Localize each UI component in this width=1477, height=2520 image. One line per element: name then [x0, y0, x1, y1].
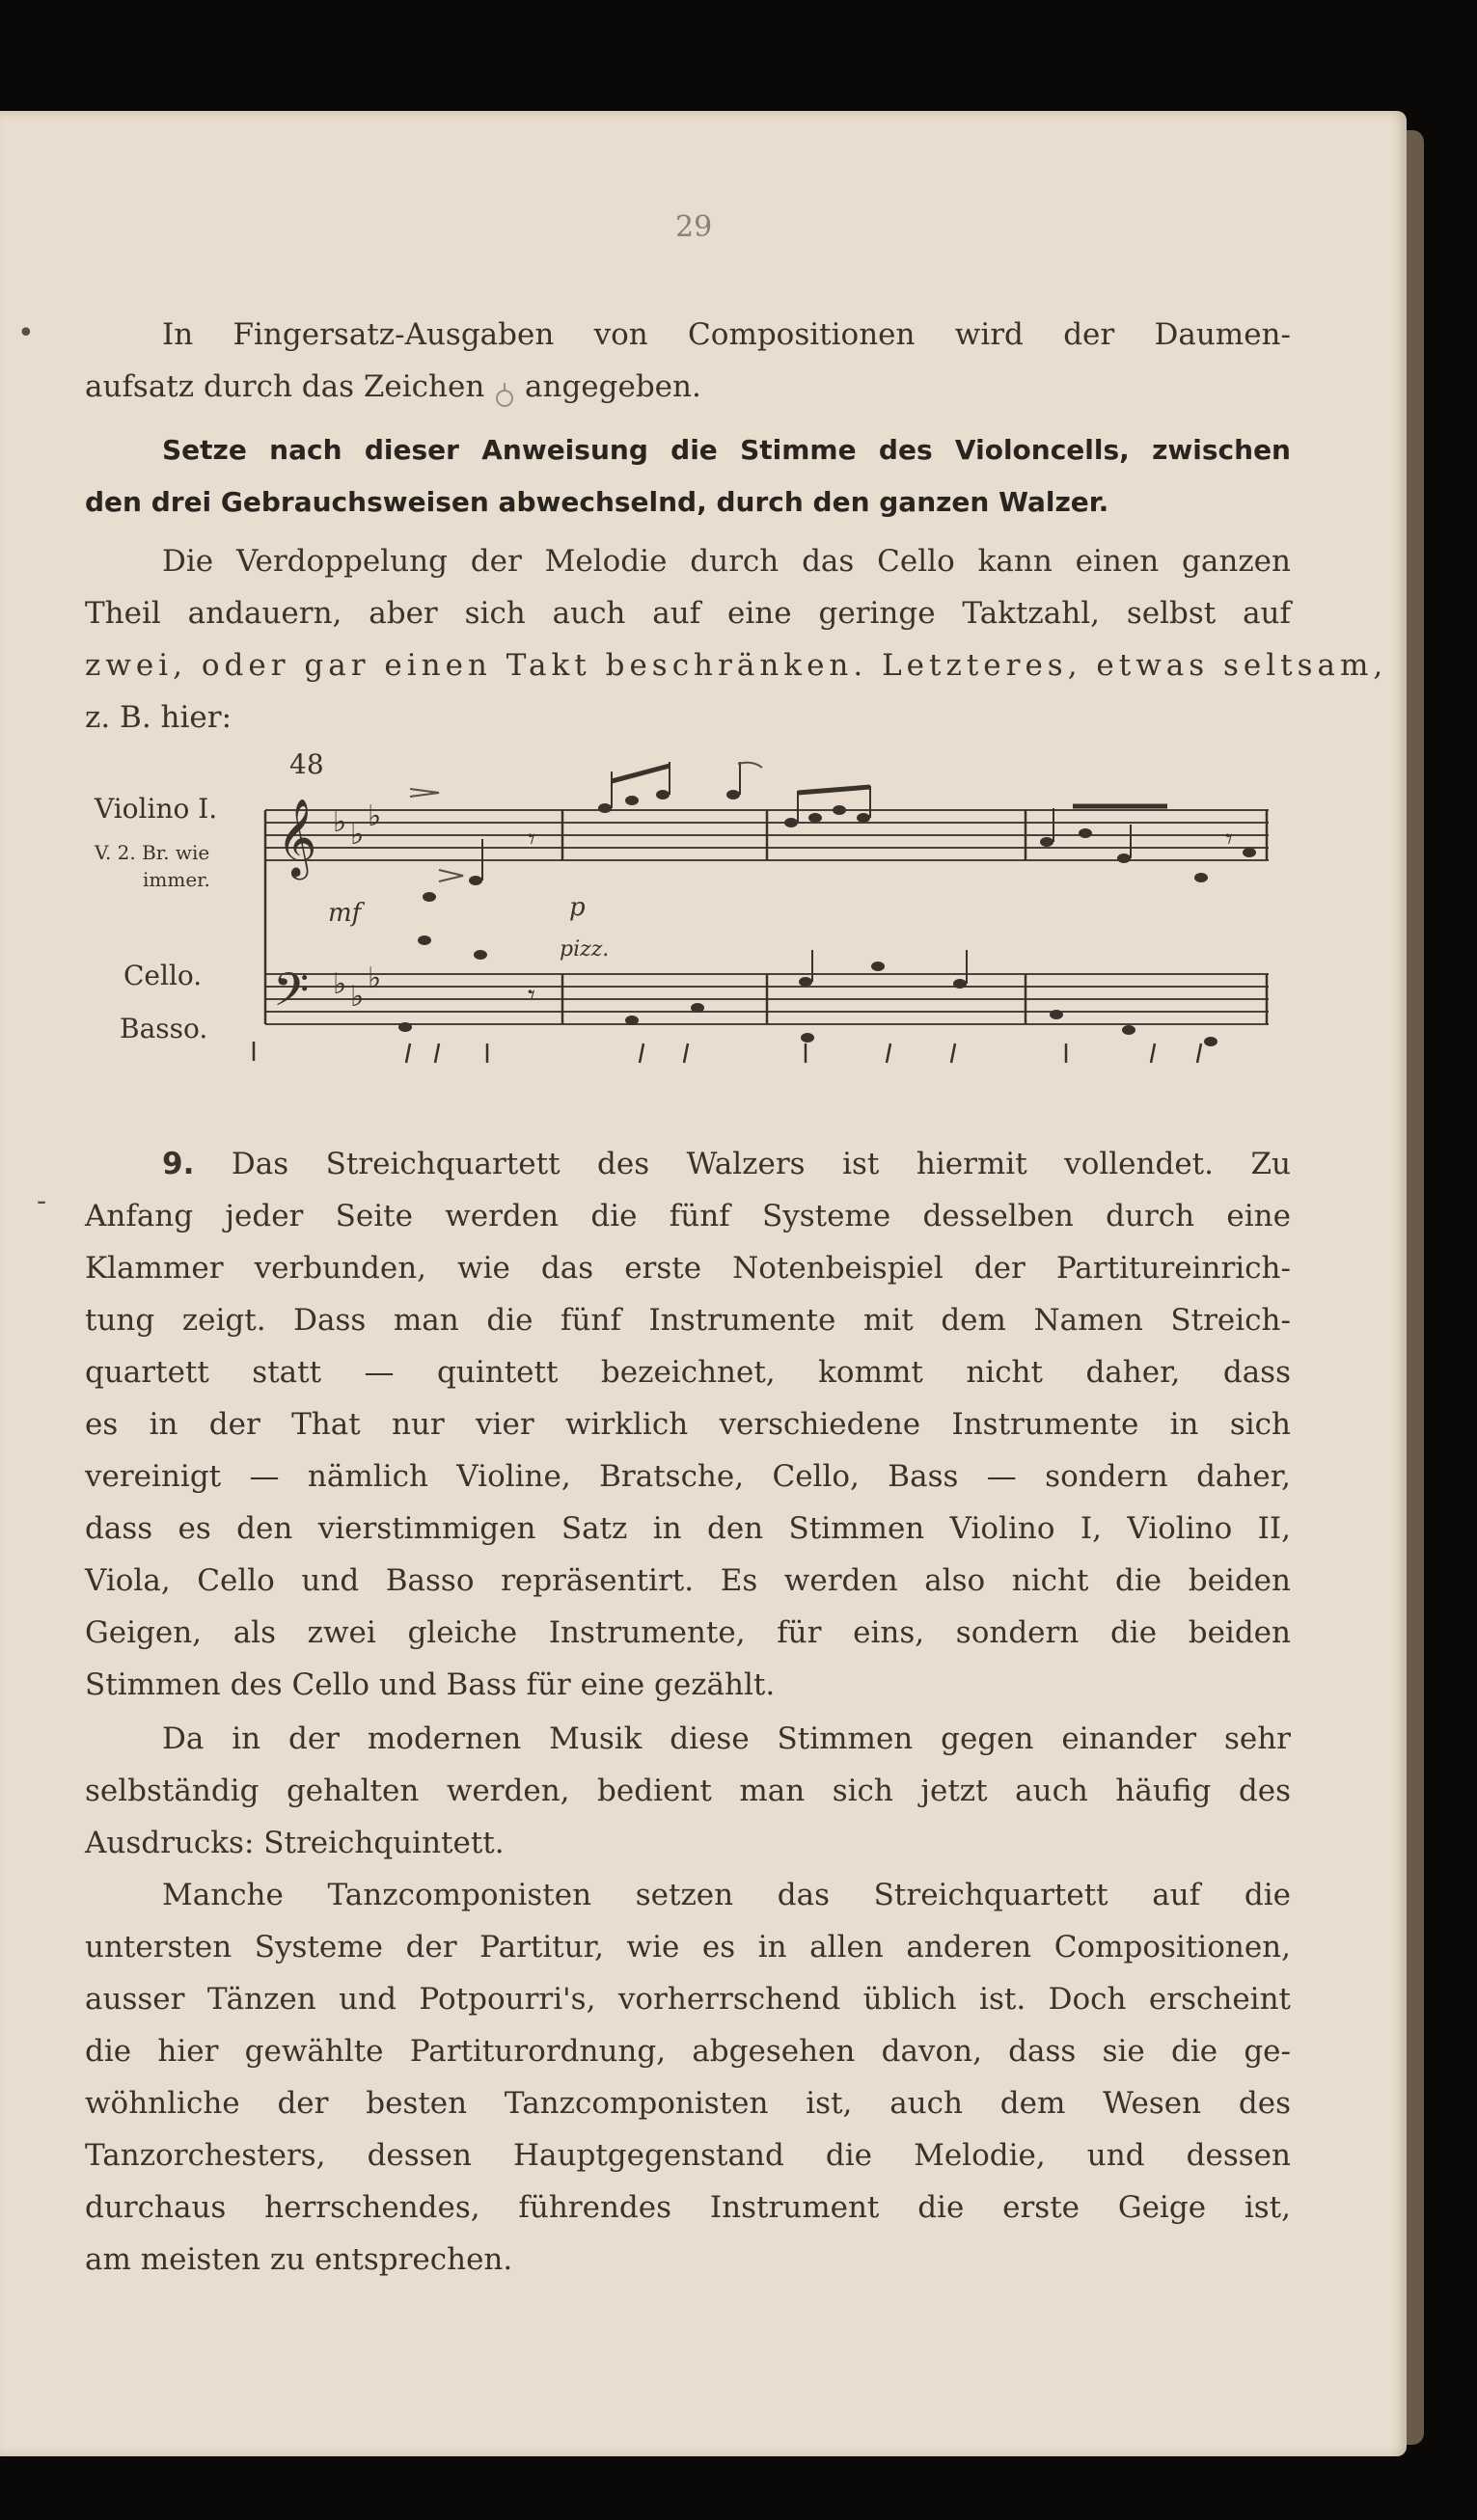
- text-line: am meisten zu entsprechen.: [85, 2242, 513, 2277]
- text-line: Ausdrucks: Streichquintett.: [85, 1826, 505, 1860]
- instruction-paragraph: [85, 424, 1291, 528]
- rests: [528, 823, 1233, 1013]
- text-line: Stimmen des Cello und Bass für eine gezählt.: [85, 1667, 776, 1702]
- beams: [612, 766, 1167, 806]
- svg-text:𝄾: 𝄾: [528, 823, 535, 856]
- text-line: Tanzorchesters, dessen Hauptgegenstand die Melodie, und dessen: [85, 2138, 1291, 2173]
- text-line: den drei Gebrauchsweisen abwechselnd, durch den ganzen Walzer.: [85, 486, 1109, 518]
- margin-dot: •: [17, 316, 35, 350]
- text-line: z. B. hier:: [85, 700, 232, 735]
- svg-text:𝄾: 𝄾: [528, 979, 535, 1013]
- svg-text:♭: ♭: [368, 799, 382, 833]
- text-line: Manche Tanzcomponisten setzen das Streichquartett auf die: [162, 1878, 1291, 1912]
- text-line: Theil andauern, aber sich auch auf eine geringe Taktzahl, selbst auf: [85, 596, 1291, 631]
- text-line: vereinigt — nämlich Violine, Bratsche, Cello, Bass — sondern daher,: [85, 1459, 1291, 1494]
- barlines: [265, 810, 1267, 1024]
- text-line: die hier gewählte Partiturordnung, abgesehen davon, dass sie die ge-: [85, 2034, 1291, 2069]
- text-line: Geigen, als zwei gleiche Instrumente, für eins, sondern die beiden: [85, 1615, 1291, 1650]
- text-line: Klammer verbunden, wie das erste Notenbeispiel der Partitureinrich-: [85, 1251, 1291, 1286]
- paragraph-tanzcomponisten: [85, 1869, 1291, 2286]
- page-number: 29: [675, 210, 713, 244]
- text-line: ausser Tänzen und Potpourri's, vorherrschend üblich ist. Doch erscheint: [85, 1982, 1291, 2017]
- paragraph-doubling: [85, 535, 1388, 744]
- viola-note-label: V. 2. Br. wie: [95, 841, 210, 864]
- dynamic-p: p: [569, 893, 586, 922]
- text-line: selbständig gehalten werden, bedient man sich jetzt auch häufig des: [85, 1774, 1291, 1808]
- paragraph-streichquintett: [85, 1713, 1291, 1869]
- key-signature-flats: [333, 799, 381, 1014]
- text-line: Die Verdoppelung der Melodie durch das Cello kann einen ganzen: [162, 544, 1291, 579]
- svg-text:♭: ♭: [333, 805, 347, 839]
- text-line: Viola, Cello und Basso repräsentirt. Es werden also nicht die beiden: [85, 1563, 1291, 1598]
- basso-label: Basso.: [120, 1013, 208, 1044]
- music-score: [246, 752, 1269, 1109]
- cello-label: Cello.: [123, 960, 203, 991]
- svg-text:♭: ♭: [350, 980, 365, 1014]
- viola-note-label-2: immer.: [143, 868, 210, 891]
- page-edge: [1407, 130, 1424, 2445]
- measure-number: 48: [289, 748, 324, 780]
- treble-clef-icon: 𝄞: [277, 798, 317, 877]
- text-line: dass es den vierstimmigen Satz in den Stimmen Violino I, Violino II,: [85, 1511, 1291, 1546]
- text-line: Setze nach dieser Anweisung die Stimme des Violoncells, zwischen: [162, 434, 1291, 466]
- text-line: 9. Das Streichquartett des Walzers ist hiermit vollendet. Zu: [162, 1147, 1291, 1181]
- dynamic-mf: mf: [328, 899, 362, 928]
- text-line: Anfang jeder Seite werden die fünf Systeme desselben durch eine: [85, 1199, 1291, 1233]
- text-line: tung zeigt. Dass man die fünf Instrumente mit dem Namen Streich-: [85, 1303, 1291, 1338]
- section-9-paragraph: [85, 1138, 1291, 1711]
- paragraph-thumb-position: [85, 309, 1291, 413]
- pizz-marking: pizz.: [560, 937, 610, 962]
- text-line: In Fingersatz-Ausgaben von Compositionen wird der Daumen-: [162, 317, 1291, 352]
- section-number: 9.: [162, 1147, 195, 1181]
- text-line: untersten Systeme der Partitur, wie es in allen anderen Compositionen,: [85, 1930, 1291, 1965]
- text-line: wöhnliche der besten Tanzcomponisten ist, auch dem Wesen des: [85, 2086, 1291, 2121]
- thumb-sign-icon: [494, 374, 515, 403]
- svg-text:♭: ♭: [350, 818, 365, 852]
- svg-text:♭: ♭: [368, 962, 382, 995]
- bass-clef-icon: 𝄢: [273, 962, 310, 1028]
- violino-label: Violino I.: [95, 793, 218, 825]
- pizzicato-strokes: [254, 1042, 1201, 1063]
- text-line: quartett statt — quintett bezeichnet, kommt nicht daher, dass: [85, 1355, 1291, 1390]
- text-line: durchaus herrschendes, führendes Instrument die erste Geige ist,: [85, 2190, 1291, 2225]
- margin-dash: -: [37, 1184, 47, 1218]
- text-line: zwei, oder gar einen Takt beschränken. Letzteres, etwas seltsam,: [85, 648, 1388, 683]
- text-line: aufsatz durch das Zeichen angegeben.: [85, 369, 701, 404]
- svg-text:𝄾: 𝄾: [1225, 823, 1233, 856]
- text-line: Da in der modernen Musik diese Stimmen gegen einander sehr: [162, 1721, 1291, 1756]
- svg-text:♭: ♭: [333, 967, 347, 1001]
- note-stems: [482, 762, 1131, 984]
- text-line: es in der That nur vier wirklich verschiedene Instrumente in sich: [85, 1407, 1291, 1442]
